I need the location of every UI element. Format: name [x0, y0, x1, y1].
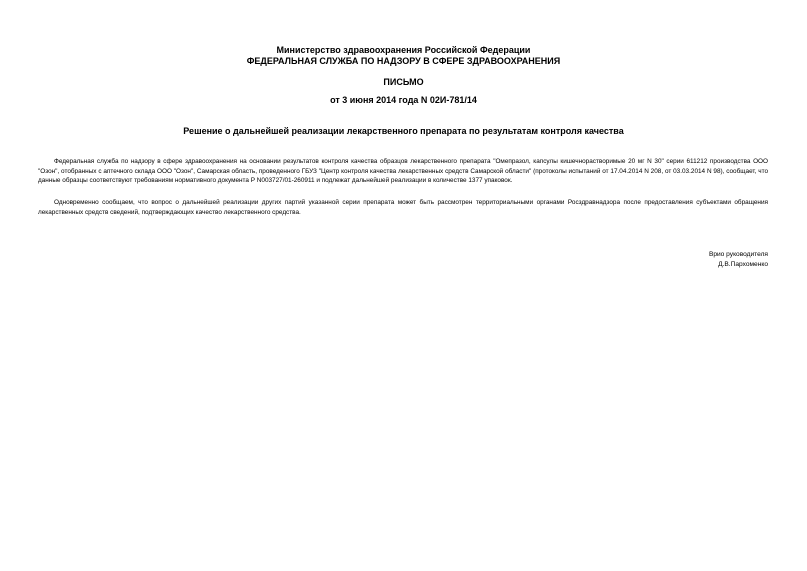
document-type: ПИСЬМО — [383, 77, 424, 87]
body-paragraph-1: Федеральная служба по надзору в сфере здравоохранения на основании результатов контроля качества образцов лекарственного препарата "Омепразол, капсулы кишечнорастворимые 20 мг N 30" серии 611212 производства ООО "Озон", отобранных с аптечного склада ООО "Озон", Самарская область, проведенного ГБУЗ "Центр контроля качества лекарственных средств Самарской области" (протоколы испытаний от 17.04.2014 N 208, от 03.03.2014 N 98), сообщает, что данные образцы соответствуют требованиям нормативного документа Р N003727/01-260911 и подлежат дальнейшей реализации в количестве 1377 упаковок. — [38, 158, 768, 185]
service-name: ФЕДЕРАЛЬНАЯ СЛУЖБА ПО НАДЗОРУ В СФЕРЕ ЗДРАВООХРАНЕНИЯ — [246, 56, 561, 66]
signatory-name: Д.В.Пархоменко — [718, 261, 768, 268]
signature-block — [709, 250, 768, 270]
body-paragraph-2: Одновременно сообщаем, что вопрос о дальнейшей реализации других партий указанной серии препарата может быть рассмотрен территориальными органами Росздравнадзора после предоставления субъектами обращения лекарственных средств сведений, подтверждающих качество лекарственного средства. — [38, 199, 768, 216]
signatory-position: Врио руководителя — [708, 251, 768, 258]
document-title: Решение о дальнейшей реализации лекарственного препарата по результатам контроля качества — [183, 126, 624, 136]
document-header — [0, 45, 807, 67]
ministry-name: Министерство здравоохранения Российской Федерации — [276, 45, 531, 55]
document-date-number: от 3 июня 2014 года N 02И-781/14 — [330, 95, 477, 105]
